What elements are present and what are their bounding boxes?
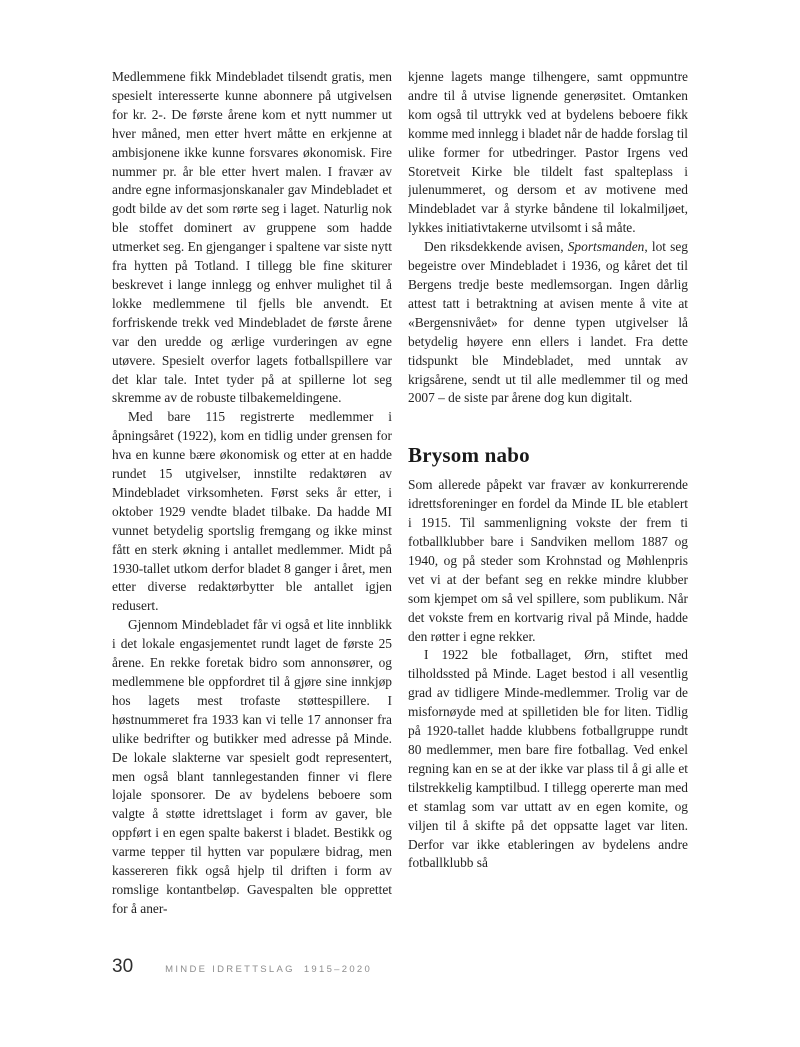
paragraph — [408, 476, 688, 646]
paragraph — [408, 238, 688, 408]
left-column — [112, 68, 392, 919]
paragraph — [112, 408, 392, 616]
text-run: Med bare 115 registrerte medlemmer i åpningsåret (1922), kom en tidlig under grensen for hva en kunne bære økonomisk og etter at en hadde rundet 15 utgivelser, innstilte redaktøren av Mindebladet virksomheten. Først seks år etter, i oktober 1929 vendte bladet tilbake. Da hadde MI vunnet betydelig sportslig fremgang og ikke minst fått en sterk økning i antallet medlemmer. Midt på 1930-tallet utkom derfor bladet 8 ganger i året, men etter diverse redaktørbytter ble antallet igjen redusert. — [112, 409, 392, 614]
page-footer — [112, 956, 372, 978]
text-run: Medlemmene fikk Mindebladet tilsendt gratis, men spesielt interesserte kunne abonnere på utgivelsen for kr. 2-. De første årene kom et nytt nummer ut hver måned, men etter hvert måtte en erkjenne at ambisjonene ikke kunne forsvares økonomisk. Fire nummer pr. år ble etter hvert malen. I fravær av andre egne informasjonskanaler gav Mindebladet et godt bilde av det som rørte seg i laget. Naturlig nok ble stoffet dominert av gruppene som hadde utmerket seg. En gjenganger i spaltene var siste nytt fra hytten på Totland. I tillegg ble fine skiturer beskrevet i lange innlegg og enhver mulighet til å lokke medlemmene til fjells ble anvendt. Et forfriskende trekk ved Mindebladet de første årene var den uredde og ærlige vurderingen av egne utøvere. Spesielt overfor lagets fotballspillere var det klar tale. Intet tyder på at spillerne lot seg skremme av de robuste tilbakemeldingene. — [112, 69, 392, 406]
paragraph — [408, 68, 688, 238]
running-title-years: 1915–2020 — [303, 964, 373, 975]
text-run: I 1922 ble fotballaget, Ørn, stiftet med tilholdssted på Minde. Laget bestod i all vesentlig grad av tidligere Minde-medlemmer. Trolig var de misfornøyde med at spilletiden ble for liten. Tidlig på 1920-tallet hadde klubbens fotballgruppe rundt 80 medlemmer, men bare fire fotballag. Ved enkel regning kan en se at der ikke var plass til å gi alle et tilstrekkelig kamptilbud. I tillegg opererte man med et stamlag som var uttatt av en egen komite, og viljen til å skifte på det oppsatte laget var liten. Derfor var ikke etableringen av bydelens andre fotballklubb så — [408, 647, 688, 871]
paragraph — [112, 616, 392, 919]
text-run: Som allerede påpekt var fravær av konkurrerende idrettsforeninger en fordel da Minde IL ble etablert i 1915. Til sammenligning vokste der frem ti fotballklubber bare i Sandviken mellom 1887 og 1940, og på steder som Krohnstad og Møhlenpris vet vi at der befant seg en rekke mindre klubber som kjempet om så vel spillere, som publikum. Når det vokste frem en kortvarig rival på Minde, hadde den røtter i egne rekker. — [408, 477, 688, 644]
text-run: Gjennom Mindebladet får vi også et lite innblikk i det lokale engasjementet rundt laget de første 25 årene. En rekke foretak bidro som annonsører, og medlemmene ble oppfordret til å gjøre sine innkjøp hos lagets mest trofaste støttespillere. I høstnummeret fra 1933 kan vi telle 17 annonser fra ulike bedrifter og butikker med adresse på Minde. De lokale slakterne var spesielt godt representert, men også blant tannlegestanden finner vi flere lojale sponsorer. De av bydelens beboere som valgte å støtte idrettslaget i form av gaver, ble oppført i en egen spalte bakerst i bladet. Bestikk og varme tepper til hytten var populære bidrag, men kassereren fikk også hjelp til driften i form av romslige kontantbeløp. Gavespalten ble opprettet for å aner- — [112, 617, 392, 916]
section-heading: Brysom nabo — [408, 443, 530, 468]
text-run: , lot seg begeistre over Mindebladet i 1936, og kåret det til Bergens tredje beste medlemsorgan. Ingen dårlig attest tatt i betraktning at avisen mente å vite at «Bergensnivået» for denne typen utgivelser lå betydelig høyere enn ellers i landet. Fra dette tidspunkt ble Mindebladet, med unntak av krigsårene, sendt ut til alle medlemmer til og med 2007 – de siste par årene dog kun digitalt. — [408, 239, 688, 406]
page-number: 30 — [112, 956, 134, 977]
running-title — [165, 964, 372, 975]
paragraph — [408, 646, 688, 873]
running-title-series: MINDE IDRETTSLAG — [165, 964, 295, 975]
text-run: Den riksdekkende avisen, — [424, 239, 568, 255]
italic-text-run: Sportsmanden — [567, 239, 645, 255]
right-column — [408, 68, 688, 873]
text-run: kjenne lagets mange tilhengere, samt oppmuntre andre til å utvise lignende generøsitet. Omtanken kom også til uttrykk ved at bydelens beboere fikk komme med innlegg i bladet når de hadde forslag til ulike former for utbedringer. Pastor Irgens ved Storetveit Kirke ble tildelt fast spalteplass i julenummeret, og dersom et av motivene med Mindebladet var å styrke båndene til lokalmiljøet, lykkes initiativtakerne utvilsomt i så måte. — [408, 69, 688, 236]
paragraph — [112, 68, 392, 408]
